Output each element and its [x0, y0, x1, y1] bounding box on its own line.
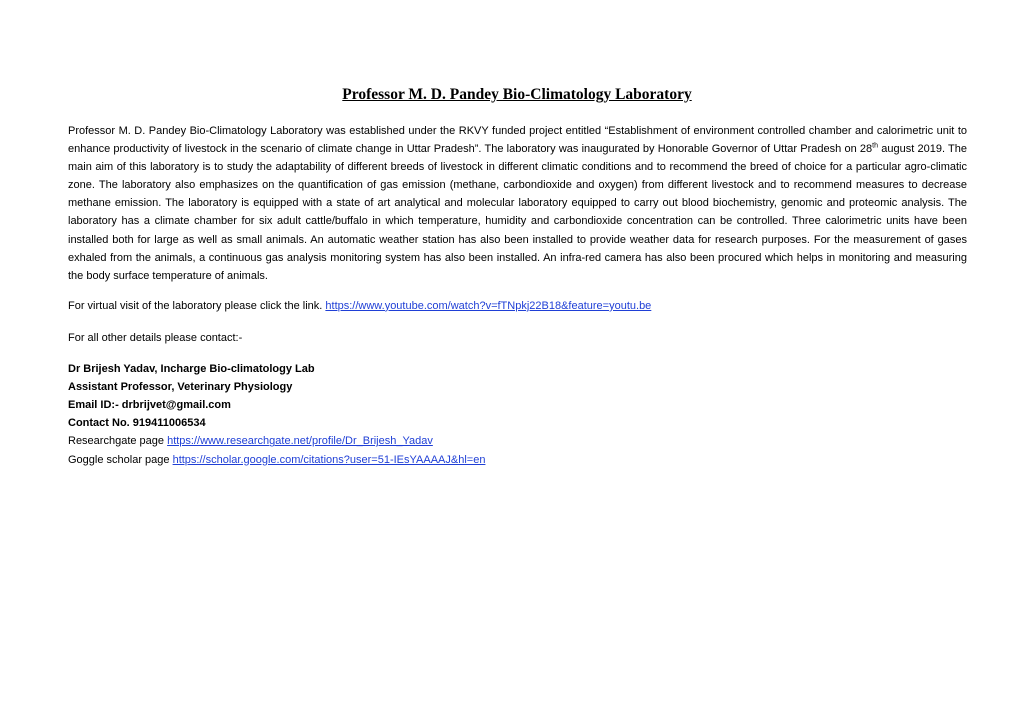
- contact-designation: Assistant Professor, Veterinary Physiology: [68, 381, 293, 394]
- intro-paragraph: [68, 122, 967, 285]
- contact-name: Dr Brijesh Yadav, Incharge Bio-climatology Lab: [68, 363, 315, 376]
- intro-text-part1: Professor M. D. Pandey Bio-Climatology Laboratory was established under the RKVY funded project entitled “Establishment of environment controlled chamber and calorimetric unit to enhance productivity of livestock in the scenario of climate change in Uttar Pradesh”. The laboratory was inaugurated by Honorable Governor of Uttar Pradesh on 28: [68, 125, 967, 156]
- contact-phone: Contact No. 919411006534: [68, 417, 206, 430]
- contact-intro: For all other details please contact:-: [68, 331, 243, 344]
- scholar-link[interactable]: https://scholar.google.com/citations?user=51-IEsYAAAAJ&hl=en: [172, 453, 486, 466]
- youtube-link[interactable]: https://www.youtube.com/watch?v=fTNpkj22B18&feature=youtu.be: [325, 299, 652, 312]
- document-body: [68, 122, 967, 469]
- page-title: Professor M. D. Pandey Bio-Climatology Laboratory: [342, 86, 692, 103]
- virtual-visit-line: [68, 297, 967, 315]
- researchgate-label: Researchgate page: [68, 435, 168, 448]
- scholar-label: Goggle scholar page: [68, 453, 173, 466]
- contact-email: Email ID:- drbrijvet@gmail.com: [68, 399, 231, 412]
- researchgate-line: [68, 432, 967, 450]
- date-superscript: th: [872, 142, 879, 150]
- researchgate-link[interactable]: https://www.researchgate.net/profile/Dr_Brijesh_Yadav: [167, 435, 433, 448]
- intro-text-part2: august 2019. The main aim of this laboratory is to study the adaptability of different breeds of livestock in different climatic conditions and to recommend the breed of choice for a particular agro-climatic zone. The laboratory also emphasizes on the quantification of gas emission (methane, carbondioxide and oxygen) from different livestock and to recommend measures to decrease methane emission. The laboratory is equipped with a state of art analytical and molecular laboratory equipped to carry out blood biochemistry, genomic and proteomic analysis. The laboratory has a climate chamber for six adult cattle/buffalo in which temperature, humidity and carbondioxide concentration can be controlled. Three calorimetric units have been installed both for large as well as small animals. An automatic weather station has also been installed to provide weather data for research purposes. For the measurement of gases exhaled from the animals, a continuous gas analysis monitoring system has also been installed. An infra-red camera has also been procured which helps in monitoring and measuring the body surface temperature of animals.: [68, 143, 967, 282]
- virtual-visit-text: For virtual visit of the laboratory please click the link.: [68, 299, 326, 312]
- scholar-line: [68, 451, 967, 469]
